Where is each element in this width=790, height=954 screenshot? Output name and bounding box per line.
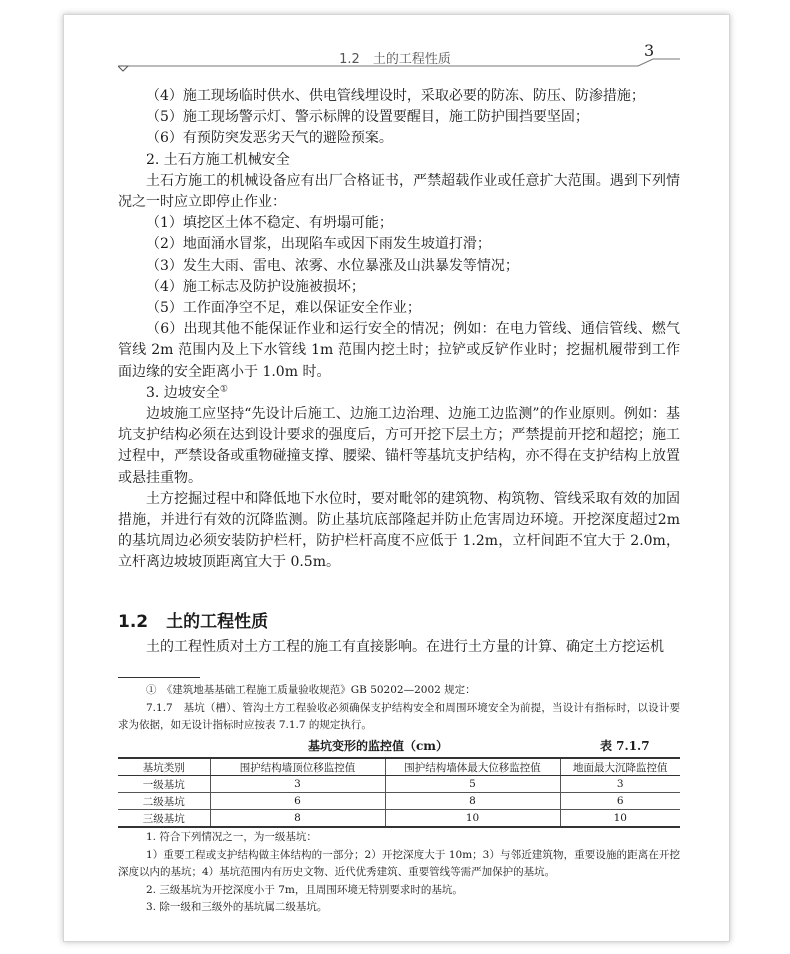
table-cell: 10	[560, 810, 680, 828]
table-cell: 6	[560, 793, 680, 810]
table-header: 地面最大沉降监控值	[560, 758, 680, 776]
table-cell: 3	[560, 776, 680, 793]
section-intro: 土的工程性质对土方工程的施工有直接影响。在进行土方量的计算、确定土方挖运机	[146, 639, 664, 655]
table-note: 1）重要工程或支护结构做主体结构的一部分；2）开挖深度大于 10m；3）与邻近建筑物，重要设施的距离在开挖深度以内的基坑；4）基坑范围内有历史文物、近代优秀建筑、重要管线等需严加保护的基坑。	[118, 848, 680, 878]
footnote-line: ① 《建筑地基基础工程施工质量验收规范》GB 50202—2002 规定：	[146, 684, 476, 696]
paragraph: 边坡施工应坚持“先设计后施工、边施工边治理、边施工边监测”的作业原则。例如：基坑支护结构必须在达到设计要求的强度后，方可开挖下层土方；严禁提前开挖和超挖；施工过程中，严禁设备或重物碰撞支撑、腰梁、锚杆等基坑支护结构，亦不得在支护结构上放置或悬挂重物。	[118, 406, 680, 486]
list-item: （5）工作面净空不足，难以保证安全作业；	[146, 300, 421, 317]
subheading-text: 3. 边坡安全	[146, 384, 220, 401]
list-item: （1）填挖区土体不稳定、有坍塌可能；	[146, 215, 393, 232]
table-header-row	[118, 758, 680, 776]
table-note: 1. 符合下列情况之一，为一级基坑：	[146, 831, 317, 843]
paragraph: 土方挖掘过程中和降低地下水位时，要对毗邻的建筑物、构筑物、管线采取有效的加固措施，并进行有效的沉降监测。防止基坑底部隆起并防止危害周边环境。开挖深度超过2m 的基坑周边必须安装防护栏杆，防护栏杆高度不应低于 1.2m，立杆间距不宜大于 2.0m，立杆离边坡坡顶距离宜大于 0.5m。	[118, 490, 680, 571]
page-number: 3	[644, 41, 655, 60]
table-cell: 5	[385, 776, 560, 793]
table-cell: 3	[210, 776, 385, 793]
list-item: （4）施工现场临时供水、供电管线埋设时，采取必要的防冻、防压、防渗措施；	[146, 88, 645, 104]
list-item: （4）施工标志及防护设施被损坏；	[146, 278, 365, 295]
table-row	[118, 776, 680, 793]
table-row	[118, 793, 680, 810]
table-cell: 8	[210, 810, 385, 828]
table-number: 表 7.1.7	[600, 739, 650, 753]
section-heading	[118, 607, 268, 632]
table-cell: 8	[385, 793, 560, 810]
subheading	[118, 383, 680, 404]
footnote-marker[interactable]: ①	[219, 384, 228, 395]
table-title: 基坑变形的监控值（cm）	[308, 739, 449, 753]
list-item: （6）出现其他不能保证作业和运行安全的情况；例如：在电力管线、通信管线、燃气管线 2m 范围内及上下水管线 1m 范围内挖土时；拉铲或反铲作业时；挖掘机履带到工作面边缘的安全距离小于 1.0m 时。	[118, 321, 680, 380]
section-number: 1.2	[118, 612, 149, 632]
table-note: 3. 除一级和三级外的基坑属二级基坑。	[146, 901, 328, 913]
triangle-marker-icon	[118, 66, 128, 71]
paragraph: 土石方施工的机械设备应有出厂合格证书，严禁超载作业或任意扩大范围。遇到下列情况之一时应立即停止作业：	[118, 172, 680, 211]
list-item: （5）施工现场警示灯、警示标牌的设置要醒目，施工防护围挡要坚固；	[146, 109, 589, 126]
list-item: （3）发生大雨、雷电、浓雾、水位暴涨及山洪暴发等情况；	[146, 257, 519, 274]
list-item: （2）地面涌水冒浆，出现陷车或因下雨发生坡道打滑；	[146, 236, 491, 253]
table-row	[118, 810, 680, 828]
section-title: 土的工程性质	[166, 612, 269, 632]
table-notes	[118, 829, 680, 917]
list-item: （6）有预防突发恶劣天气的避险预案。	[146, 130, 393, 147]
header-rule	[118, 58, 683, 72]
footnote-rule	[118, 677, 200, 678]
table-header: 基坑类别	[118, 758, 210, 776]
table-cell: 一级基坑	[118, 776, 210, 793]
footnote-line: 7.1.7 基坑（槽）、管沟土方工程验收必须确保支护结构安全和周围环境安全为前提，当设计有指标时，以设计要求为依据，如无设计指标时应按表 7.1.7 的规定执行。	[118, 701, 680, 731]
body-text	[118, 86, 680, 574]
table-cell: 三级基坑	[118, 810, 210, 828]
subheading: 2. 土石方施工机械安全	[146, 151, 290, 168]
running-header: 1.2 土的工程性质	[339, 52, 451, 67]
table-cell: 10	[385, 810, 560, 828]
table-cell: 6	[210, 793, 385, 810]
table-header: 围护结构墙体最大位移监控值	[385, 758, 560, 776]
monitoring-table	[118, 757, 680, 828]
table-note: 2. 三级基坑为开挖深度小于 7m，且周围环境无特别要求时的基坑。	[146, 883, 463, 896]
table-cell: 二级基坑	[118, 793, 210, 810]
table-header: 围护结构墙顶位移监控值	[210, 758, 385, 776]
footnote	[118, 682, 680, 735]
